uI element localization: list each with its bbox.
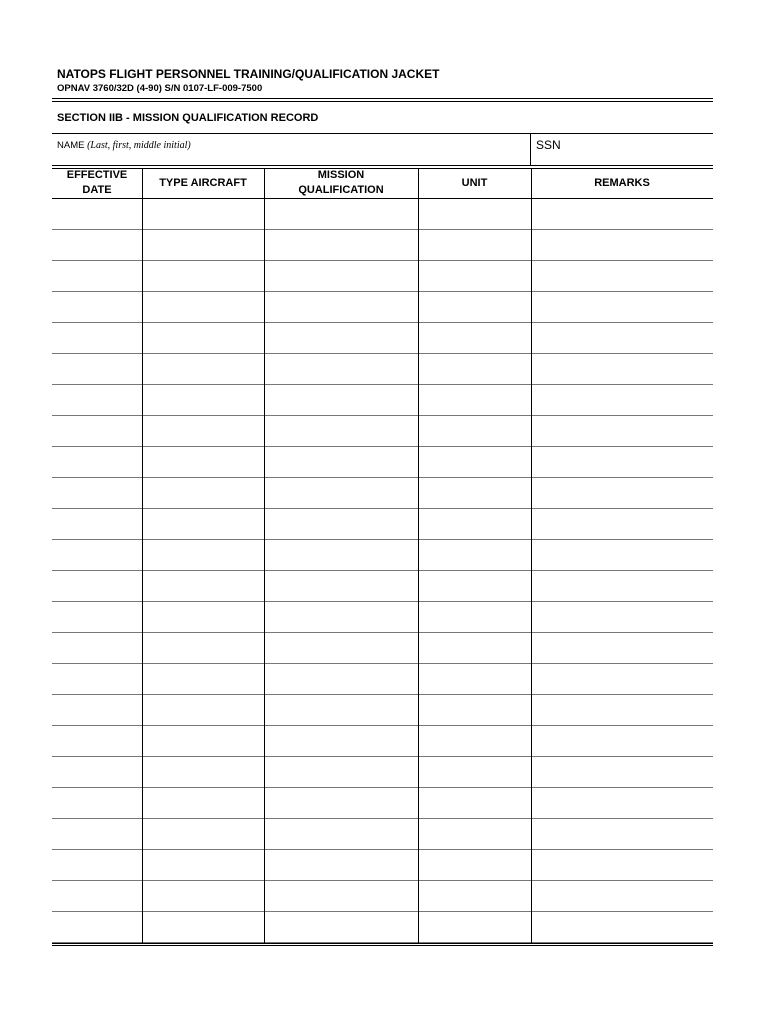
table-row xyxy=(52,571,713,602)
table-cell-effective-date[interactable] xyxy=(52,571,142,601)
table-cell-mission-qualification[interactable] xyxy=(264,323,418,353)
table-cell-type-aircraft[interactable] xyxy=(142,323,264,353)
divider xyxy=(52,943,713,944)
table-cell-unit[interactable] xyxy=(418,633,531,663)
form-number: OPNAV 3760/32D (4-90) S/N 0107-LF-009-7500 xyxy=(57,83,263,94)
table-cell-type-aircraft[interactable] xyxy=(142,540,264,570)
table-cell-unit[interactable] xyxy=(418,447,531,477)
table-cell-mission-qualification[interactable] xyxy=(264,912,418,942)
table-cell-unit[interactable] xyxy=(418,509,531,539)
table-row xyxy=(52,602,713,633)
column-header-type-aircraft: TYPE AIRCRAFT xyxy=(159,176,247,189)
table-cell-mission-qualification[interactable] xyxy=(264,230,418,260)
table-cell-mission-qualification[interactable] xyxy=(264,416,418,446)
table-cell-remarks[interactable] xyxy=(531,478,713,508)
table-cell-unit[interactable] xyxy=(418,602,531,632)
table-cell-remarks[interactable] xyxy=(531,199,713,229)
table-cell-unit[interactable] xyxy=(418,230,531,260)
table-cell-type-aircraft[interactable] xyxy=(142,757,264,787)
table-cell-type-aircraft[interactable] xyxy=(142,416,264,446)
name-hint: (Last, first, middle initial) xyxy=(87,140,191,151)
table-row xyxy=(52,850,713,881)
table-cell-remarks[interactable] xyxy=(531,540,713,570)
table-cell-type-aircraft[interactable] xyxy=(142,261,264,291)
section-title: SECTION IIB - MISSION QUALIFICATION RECORD xyxy=(57,112,319,124)
table-cell-remarks[interactable] xyxy=(531,230,713,260)
table-cell-type-aircraft[interactable] xyxy=(142,602,264,632)
column-divider xyxy=(142,168,143,943)
table-cell-unit[interactable] xyxy=(418,757,531,787)
table-row xyxy=(52,292,713,323)
ssn-field[interactable]: SSN xyxy=(536,138,561,152)
table-row xyxy=(52,261,713,292)
table-cell-effective-date[interactable] xyxy=(52,354,142,384)
table-cell-remarks[interactable] xyxy=(531,416,713,446)
table-cell-unit[interactable] xyxy=(418,323,531,353)
table-row xyxy=(52,912,713,943)
table-cell-mission-qualification[interactable] xyxy=(264,540,418,570)
table-row xyxy=(52,230,713,261)
column-header-remarks: REMARKS xyxy=(594,176,650,189)
table-cell-type-aircraft[interactable] xyxy=(142,385,264,415)
table-row xyxy=(52,354,713,385)
table-cell-remarks[interactable] xyxy=(531,292,713,322)
table-cell-type-aircraft[interactable] xyxy=(142,447,264,477)
table-cell-remarks[interactable] xyxy=(531,385,713,415)
table-cell-effective-date[interactable] xyxy=(52,633,142,663)
table-cell-type-aircraft[interactable] xyxy=(142,819,264,849)
table-row xyxy=(52,199,713,230)
table-cell-remarks[interactable] xyxy=(531,447,713,477)
divider xyxy=(530,134,531,165)
table-cell-mission-qualification[interactable] xyxy=(264,633,418,663)
table-cell-effective-date[interactable] xyxy=(52,757,142,787)
table-cell-remarks[interactable] xyxy=(531,602,713,632)
table-cell-effective-date[interactable] xyxy=(52,726,142,756)
table-cell-remarks[interactable] xyxy=(531,850,713,880)
table-cell-type-aircraft[interactable] xyxy=(142,571,264,601)
form-title: NATOPS FLIGHT PERSONNEL TRAINING/QUALIFICATION JACKET xyxy=(57,67,440,81)
table-cell-mission-qualification[interactable] xyxy=(264,850,418,880)
table-cell-effective-date[interactable] xyxy=(52,385,142,415)
table-cell-effective-date[interactable] xyxy=(52,230,142,260)
table-cell-remarks[interactable] xyxy=(531,788,713,818)
table-cell-unit[interactable] xyxy=(418,261,531,291)
table-cell-remarks[interactable] xyxy=(531,354,713,384)
table-cell-unit[interactable] xyxy=(418,850,531,880)
table-row xyxy=(52,726,713,757)
table-row xyxy=(52,664,713,695)
column-divider xyxy=(418,168,419,943)
table-cell-unit[interactable] xyxy=(418,571,531,601)
table-cell-remarks[interactable] xyxy=(531,819,713,849)
table-row xyxy=(52,385,713,416)
table-cell-mission-qualification[interactable] xyxy=(264,664,418,694)
table-cell-type-aircraft[interactable] xyxy=(142,292,264,322)
table-cell-mission-qualification[interactable] xyxy=(264,726,418,756)
table-row xyxy=(52,633,713,664)
table-cell-effective-date[interactable] xyxy=(52,540,142,570)
table-cell-type-aircraft[interactable] xyxy=(142,912,264,942)
table-cell-effective-date[interactable] xyxy=(52,664,142,694)
table-cell-type-aircraft[interactable] xyxy=(142,850,264,880)
table-cell-mission-qualification[interactable] xyxy=(264,385,418,415)
table-cell-unit[interactable] xyxy=(418,881,531,911)
table-cell-effective-date[interactable] xyxy=(52,509,142,539)
table-cell-unit[interactable] xyxy=(418,695,531,725)
table-cell-type-aircraft[interactable] xyxy=(142,509,264,539)
table-cell-type-aircraft[interactable] xyxy=(142,230,264,260)
table-cell-mission-qualification[interactable] xyxy=(264,571,418,601)
table-row xyxy=(52,881,713,912)
table-row xyxy=(52,819,713,850)
table-cell-mission-qualification[interactable] xyxy=(264,261,418,291)
table-cell-remarks[interactable] xyxy=(531,509,713,539)
table-cell-unit[interactable] xyxy=(418,664,531,694)
table-cell-mission-qualification[interactable] xyxy=(264,292,418,322)
table-row xyxy=(52,509,713,540)
table-row xyxy=(52,695,713,726)
table-row xyxy=(52,788,713,819)
table-cell-unit[interactable] xyxy=(418,292,531,322)
table-cell-unit[interactable] xyxy=(418,416,531,446)
divider xyxy=(52,101,713,102)
table-cell-mission-qualification[interactable] xyxy=(264,881,418,911)
table-row xyxy=(52,478,713,509)
table-cell-remarks[interactable] xyxy=(531,323,713,353)
table-cell-unit[interactable] xyxy=(418,540,531,570)
table-cell-unit[interactable] xyxy=(418,354,531,384)
column-header-unit: UNIT xyxy=(461,176,488,189)
table-cell-type-aircraft[interactable] xyxy=(142,478,264,508)
divider xyxy=(52,945,713,946)
table-cell-remarks[interactable] xyxy=(531,757,713,787)
table-cell-remarks[interactable] xyxy=(531,664,713,694)
table-cell-unit[interactable] xyxy=(418,199,531,229)
table-row xyxy=(52,757,713,788)
column-header-effective-date: EFFECTIVE DATE xyxy=(66,169,128,196)
table-cell-type-aircraft[interactable] xyxy=(142,354,264,384)
table-cell-effective-date[interactable] xyxy=(52,447,142,477)
table-cell-remarks[interactable] xyxy=(531,633,713,663)
table-cell-effective-date[interactable] xyxy=(52,695,142,725)
table-cell-type-aircraft[interactable] xyxy=(142,695,264,725)
table-cell-remarks[interactable] xyxy=(531,695,713,725)
table-cell-type-aircraft[interactable] xyxy=(142,788,264,818)
column-divider xyxy=(531,168,532,943)
table-row xyxy=(52,323,713,354)
table-cell-unit[interactable] xyxy=(418,912,531,942)
table-cell-effective-date[interactable] xyxy=(52,819,142,849)
table-cell-remarks[interactable] xyxy=(531,881,713,911)
table-cell-mission-qualification[interactable] xyxy=(264,819,418,849)
column-header-mission-qualification: MISSION QUALIFICATION xyxy=(298,169,384,196)
table-cell-mission-qualification[interactable] xyxy=(264,757,418,787)
table-row xyxy=(52,447,713,478)
table-cell-type-aircraft[interactable] xyxy=(142,881,264,911)
table-cell-effective-date[interactable] xyxy=(52,478,142,508)
table-cell-remarks[interactable] xyxy=(531,261,713,291)
table-cell-mission-qualification[interactable] xyxy=(264,478,418,508)
table-cell-effective-date[interactable] xyxy=(52,416,142,446)
divider xyxy=(52,133,713,134)
name-label: NAME xyxy=(57,140,85,151)
table-cell-effective-date[interactable] xyxy=(52,199,142,229)
table-cell-effective-date[interactable] xyxy=(52,850,142,880)
table-cell-effective-date[interactable] xyxy=(52,323,142,353)
table-cell-mission-qualification[interactable] xyxy=(264,602,418,632)
table-row xyxy=(52,416,713,447)
table-cell-mission-qualification[interactable] xyxy=(264,788,418,818)
table-cell-effective-date[interactable] xyxy=(52,602,142,632)
table-cell-remarks[interactable] xyxy=(531,726,713,756)
table-cell-type-aircraft[interactable] xyxy=(142,664,264,694)
column-divider xyxy=(264,168,265,943)
table-cell-mission-qualification[interactable] xyxy=(264,695,418,725)
table-cell-type-aircraft[interactable] xyxy=(142,726,264,756)
table-cell-effective-date[interactable] xyxy=(52,261,142,291)
name-field[interactable] xyxy=(57,140,191,151)
table-cell-mission-qualification[interactable] xyxy=(264,354,418,384)
table-cell-unit[interactable] xyxy=(418,788,531,818)
divider xyxy=(52,98,713,99)
table-cell-remarks[interactable] xyxy=(531,912,713,942)
table-cell-effective-date[interactable] xyxy=(52,912,142,942)
table-cell-unit[interactable] xyxy=(418,478,531,508)
table-cell-effective-date[interactable] xyxy=(52,292,142,322)
table-cell-unit[interactable] xyxy=(418,726,531,756)
table-cell-mission-qualification[interactable] xyxy=(264,447,418,477)
table-cell-unit[interactable] xyxy=(418,385,531,415)
table-cell-remarks[interactable] xyxy=(531,571,713,601)
table-cell-type-aircraft[interactable] xyxy=(142,199,264,229)
table-cell-mission-qualification[interactable] xyxy=(264,509,418,539)
table-cell-unit[interactable] xyxy=(418,819,531,849)
table-cell-type-aircraft[interactable] xyxy=(142,633,264,663)
table-cell-mission-qualification[interactable] xyxy=(264,199,418,229)
divider xyxy=(52,165,713,166)
table-row xyxy=(52,540,713,571)
table-cell-effective-date[interactable] xyxy=(52,788,142,818)
table-cell-effective-date[interactable] xyxy=(52,881,142,911)
